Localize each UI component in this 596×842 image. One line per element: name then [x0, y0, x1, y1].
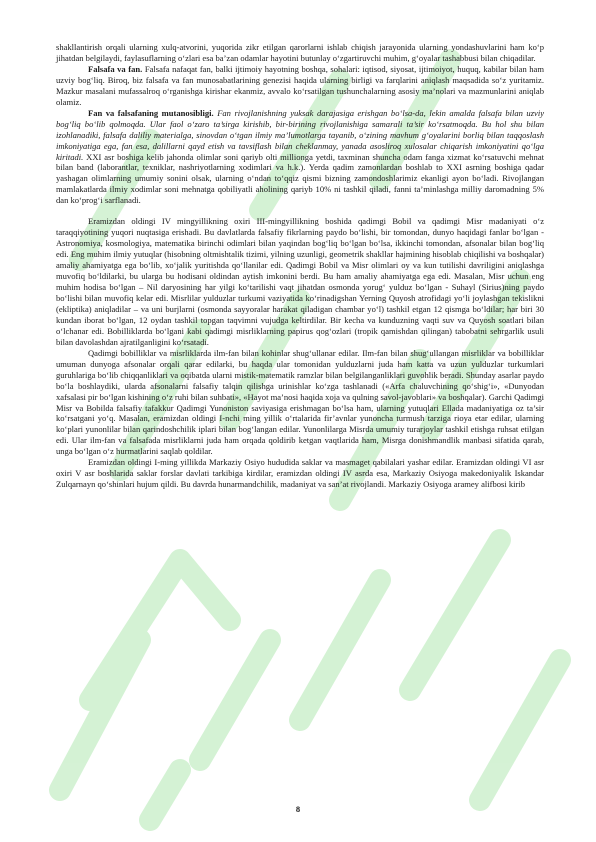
watermark-stroke [300, 580, 380, 720]
paragraph-text: XXI asr boshiga kelib jahonda olimlar soni qariyb olti millionga yetdi, taxminan shuncha odam fanga xizmat ko‘rsatuvchi mehnat bilan band (laborantlar, texniklar, nashriyotlarning xodimlari va h.k.). Yerda qadim zamonlardan boshlab to XXI asrning boshiga qadar yashagan olimlarning umumiy sonini olsak, ularning o‘ndan to‘qqiz qismi bizning zamondoshlarimiz ekanligi ayon bo‘ladi. Rivojlangan mamlakatlarda ilmiy xodimlar soni mehnatga qobiliyatli aholining qariyb 10% ni tashkil qiladi, fanni ta’minlashga milliy daromadning 5% dan ko‘prog‘i sarflanadi. [56, 151, 544, 206]
paragraph-central-asia: Eramizdan oldingi I-ming yillikda Markaziy Osiyo hududida saklar va masmaget qabilalari yashar edilar. Eramizdan oldingi VI asr oxiri V asr boshlarida saklar forslar davlati tarkibiga kirdilar, eramizdan oldingi IV asrda esa, Markaziy Osiyoga makedoniyalik Iskandar Zulqarnayn qo‘shinlari hujum qildi. Bu davrda hunarmandchilik, madaniyat va san’at rivojlandi. Markaziy Osiyoga aramey alifbosi kirib [56, 457, 544, 490]
watermark-stroke [60, 640, 140, 790]
paragraph-priests: Qadimgi bobilliklar va misrliklarda ilm-fan bilan kohinlar shug‘ullanar edilar. Ilm-fan bilan shug‘ullangan misrliklar va bobilliklar umuman dunyoga afsonalar orqali qarar edilarki, bu haqda ular tomonidan yulduzlarni juda ham katta va uzun yulduzlar turkumlari guruhlariga bo‘lib chiqqanliklari va oqibatda ularni mistik-matematik ramzlar bilan belgilanganliklari guvohlik beradi. Shunday asarlar paydo bo‘la boshlaydiki, ularda afsonalarni falsafiy talqin qilishga urinishlar ko‘zga tashlanadi («Arfa chaluvchining qo‘shig‘i», «Dunyodan xafsalasi pir bo‘lgan kishining o‘z ruhi bilan suhbati», «Hayot ma’nosi haqida xoja va qulning savol-javoblari» va boshqalar). Garchi Qadimgi Misr va Bobilda falsafiy tafakkur Qadimgi Yunoniston saviyasiga erishmagan bo‘lsa ham, ularning yutuqlari Ellada madaniyatiga oz ta’sir ko‘rsatgani yo‘q. Masalan, eramizdan oldingi I-nchi ming yillik o‘rtalarida fir’avnlar yunoncha turmush tarziga rioya etar edilar, ularning ko‘plari yunonlilar bilan qarindoshchilik iplari bilan bog‘langan edilar. Yunonlilarga Misrda umumiy turarjoylar tashkil etishga ruhsat etilgan edi. Ular ilm-fan va falsafada misrliklarni juda ham orqada qoldirib ketgan vaqtlarida ham, Misrga donishmandlik manbasi sifatida qarab, unga bo‘lgan o‘z hurmatlarini saqlab qoldilar. [56, 347, 545, 457]
section-heading-proportionality: Fan va falsafaning mutanosibligi. [88, 107, 214, 118]
page-number: 8 [295, 804, 301, 814]
paragraph-philosophy-and-science [56, 64, 544, 108]
watermark-stroke [410, 540, 500, 690]
section-heading-philosophy-and-science: Falsafa va fan. [88, 63, 143, 74]
paragraph-italic-text: Fan rivojlanishning yuksak darajasiga erishgan bo‘lsa-da, lekin amalda falsafa bilan uzviy bog‘liq bo‘lib qolmoqda. Ular faol o‘zaro ta’sirga kirishib, bir-birining rivojlanishiga samarali ta’sir ko‘rsatmoqda. Bu hol shu bilan izohlanadiki, falsafa daliliy materialga, sinovdan o‘tgan ilmiy ma’lumotlarga tayanib, o‘zining mavhum g‘oyalarini borliq bilan taqqoslash imkoniyatiga ega, fan esa, dalillarni qayd etish va tavsiflash bilan cheklanmay, yanada asosliroq xulosalar chiqarish imkoniyatini qo‘lga kiritadi. [56, 107, 544, 162]
document-body [56, 42, 544, 490]
paragraph-text: Falsafa nafaqat fan, balki ijtimoiy hayotning boshqa, sohalari: iqtisod, siyosat, ijtimoiyot, huquq, kabilar bilan ham uzviy bog‘liq. Biroq, biz falsafa va fan munosabatlarining genezisi haqida ularning birligi va farqlarini aniqlash maqsadida so‘z yuritamiz. Mazkur masalani mufassalroq o‘rganishga kirishar ekanmiz, avvalo ko‘rsatilgan tushunchalarning asosiy ma’nolari va mazmunlarini aniqlab olamiz. [56, 63, 545, 107]
paragraph-babylon-egypt: Eramizdan oldingi IV mingyillikning oxiri III-mingyillikning boshida qadimgi Bobil va qadimgi Misr madaniyati o‘z taraqqiyotining yuqori nuqtasiga erishadi. Bu davlatlarda falsafiy fikrlarning paydo bo‘lishi, bir tomondan, dunyo haqidagi fanlar bo‘lgan - Astronomiya, kosmologiya, matematika birinchi odimlari bilan yaqindan bog‘liq bo‘lgan bo‘lsa, ikkinchi tomondan, afsonalar bilan bog‘liq edi. Eng muhim ilmiy yutuqlar (hisobning oltmishtalik tizimi, yilning uzunligi, geometrik shakllar hajmining hisoblab chiqilishi va boshqalar) amaliy ahamiyatga ega bo‘lib, xo‘jalik yuritishda qo‘llanilar edi. Qadimgi Bobil va Misr olimlari oy va kun tutilishi davriligini aniqlashga muvofiq bo‘ldilarki, bu ularga bu hodisani oldindan aytish imkonini berdi. Bu ham amaliy ahamiyatga ega edi. Masalan, Misr uchun eng muhim hodisa bo‘lgan – Nil daryosining har yilgi ko‘tarilishi vaqt jihatdan osmonda yorug‘ yulduz bo‘lgan - Suhayl (Sirius)ning paydo bo‘lishi bilan muvofiq kelar edi. Misrlilar yulduzlar turkumi vaziyatida ko‘rinadigshan Yerning Quyosh atrofidagi yo‘li joylashgan tekislikni (ekliptika) aniqladilar – va uni burjlarni (osmonda sayyoralar harakat qiladigan chambar yo‘l) tashkil etgan 12 qismga bo‘ldilar; har biri 30 kundan iborat bo‘lgan, 12 oydan tashkil topgan taqvimni vujudga keltirdilar. Bir kecha va kunduzning vaqti suv va Quyosh soatlari bilan o‘lchanar edi. Bobilliklarda bo‘lgani kabi qadimgi misrliklarning papirus qog‘ozlari (tropik qamishdan qilingan) tabobatni sehrgarlik usuli bilan davolashdan ajratilganligini ko‘rsatadi. [56, 216, 544, 347]
watermark-stroke [200, 640, 270, 760]
watermark-stroke [90, 560, 230, 700]
paragraph-intro: shakllantirish orqali ularning xulq-atvorini, yuqorida zikr etilgan qarorlarni ishlab chiqish jarayonida ularning yondashuvlarini ham ko‘p jihatdan belgilaydi, faylasuflarning o‘zlari esa ba’zan odamlar hayotini butunlay o‘zgartiruvchi muhim, g‘oyalar tashabbusi bilan chiqadilar. [56, 42, 544, 63]
watermark-stroke [480, 660, 560, 800]
paragraph-proportionality [56, 108, 544, 207]
paragraph-gap [56, 206, 544, 216]
